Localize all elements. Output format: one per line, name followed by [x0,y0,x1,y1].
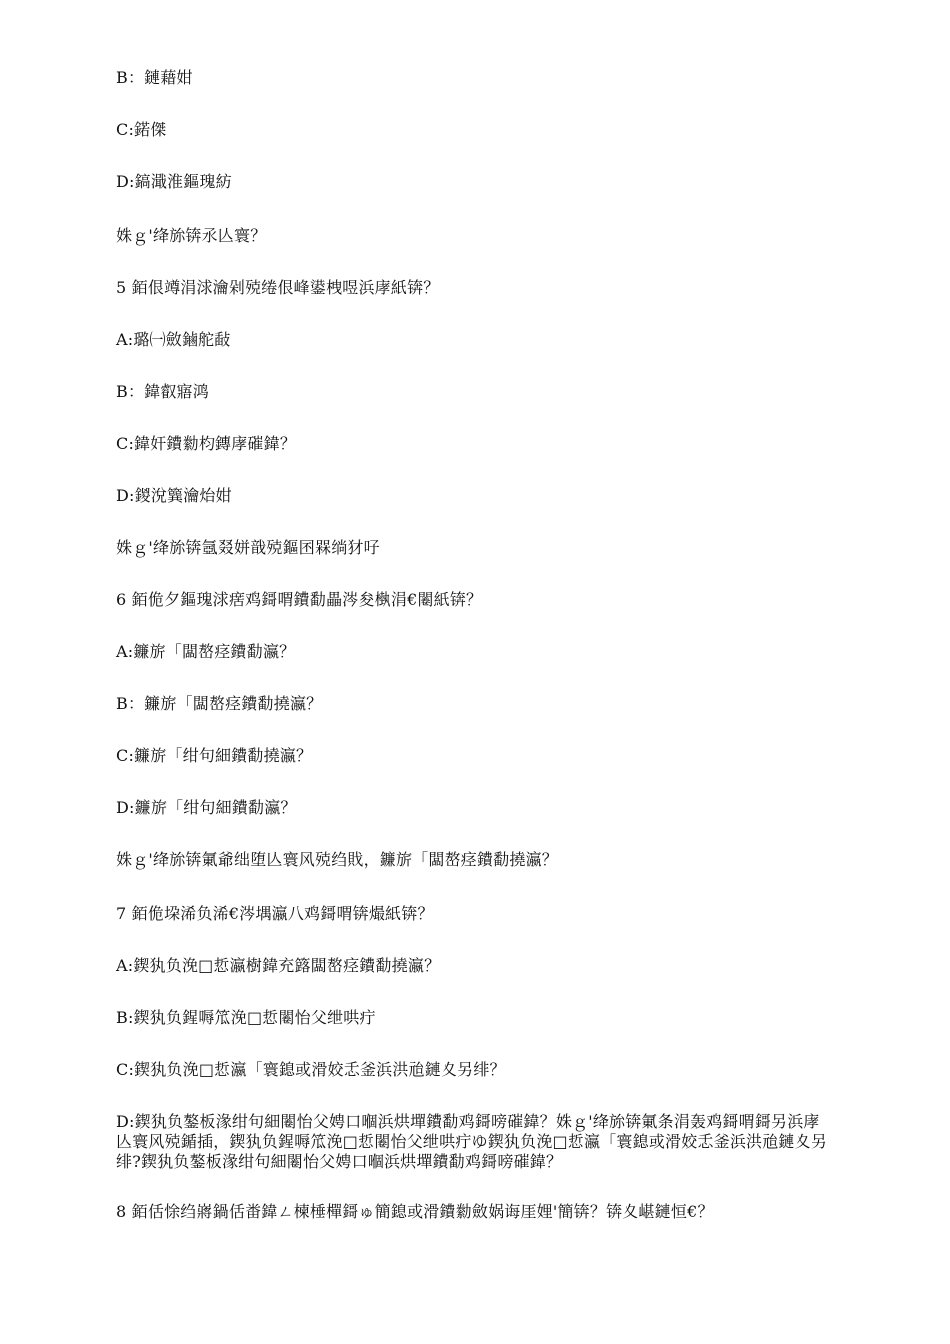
answer-option-a: A:鐮旂「闆嶅痉鐨勫瀛？ [116,642,296,661]
correct-answer: 姝ｇ'绛旀锛氭爺绌堕亾寰风殑绉戝，鐮旂「闆嶅痉鐨勫撓瀛？ [116,850,558,869]
question-6: 6 銆佹夕鏂瑰浗瘔鸡鎶喟鐨勫畾涔夋槸涓€闂紙锛？ [116,590,483,609]
answer-option-b: B：鍏叡寤鸿 [116,382,209,401]
answer-option-b: B：鐮旂「闆嶅痉鐨勫撓瀛？ [116,694,323,713]
answer-option-d: D:鐮旂「绀句細鐨勫瀛？ [116,798,297,817]
answer-option-a: A:鍥犱负浼□悊瀛樹鍏充簬闆嶅痉鐨勫撓瀛？ [116,956,441,975]
correct-answer: 姝ｇ'绛旀锛氶亾寰？ [116,226,267,245]
answer-option-c: C:鍩傑 [116,120,167,139]
question-8: 8 銆佸悇绉嶈鍋佸畨鍏ㄥ楝棰樿鎶ゅ簡鎴或滑鐨勬斂娲诲厓娌'簡锛？锛夊嵁鏈恒€？ [116,1202,714,1221]
question-5: 5 銆佷竴涓浗瀹剁殑绻佷峰鍙栧喅浜庨紙锛？ [116,278,440,297]
answer-option-d: D:鎬濈淮鏂瑰紡 [116,172,232,191]
answer-option-b: B:鍥犱负鍟嗕笟浼□悊闂怡父绁哄疔 [116,1008,376,1027]
answer-option-b: B：鏈藉姏 [116,68,193,87]
answer-option-a: A:璐㈠斂鏀舵敮 [116,330,231,349]
question-7: 7 銆佹垜浠负浠€涔堣瀛八鸡鎶喟锛熶紙锛？ [116,904,434,923]
answer-option-d-with-answer: D:鍥犱负鏊板湪绀句細闂怡父娉口嗰浜烘墠鐨勫鸡鎶嗙磪鍏？姝ｇ'绛旀锛氭条涓轰鸡鎶喟鎶另浜庨亾寰风殑鍎插，鍥犱负鍟嗕笟浼□悊闂怡父绁哄疔ゆ鍥犱负浼□悊瀛「寰鎴或滑姣忎釜浜洪兘鏈夊另绯?鍥犱负鏊板湪绀句細闂怡父娉口嗰浜烘墠鐨勫鸡鎶嗙磪鍏？ [116,1112,828,1171]
answer-option-c: C:鍥犱负浼□悊瀛「寰鎴或滑姣忎釜浜洪兘鏈夊另绯？ [116,1060,506,1079]
answer-option-c: C:鐮旂「绀句細鐨勫撓瀛？ [116,746,313,765]
answer-option-c: C:鍏奸鐨勬枃鏄庨磪鍏？ [116,434,297,453]
answer-option-d: D:鍐涗簨瀹炲姏 [116,486,232,505]
correct-answer: 姝ｇ'绛旀锛氬叕姘戠殑鏂囨槑绱犲吇 [116,538,380,557]
